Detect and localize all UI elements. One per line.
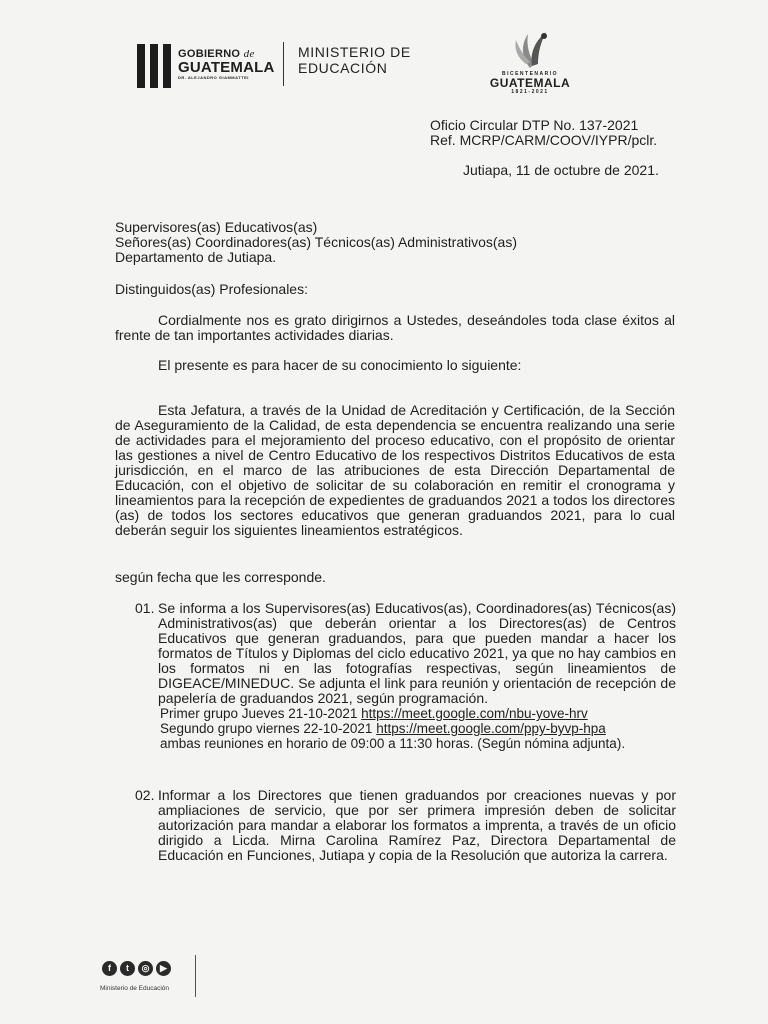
oficio-number: Oficio Circular DTP No. 137-2021: [430, 117, 639, 133]
footer-divider: [195, 955, 196, 997]
ministerio-title: [298, 44, 411, 76]
recipient-line: Supervisores(as) Educativos(as): [115, 219, 318, 235]
item-text: Informar a los Directores que tienen graduandos por creaciones nuevas y por ampliaciones de servicio, que por ser primera impresión deben de solicitar autorización para mandar a elaborar los formatos a imprenta, a través de un oficio dirigido a Licda. Mirna Carolina Ramírez Paz, Directora Departamental de Educación en Funciones, Jutiapa y copia de la Resolución que autoriza la carrera.: [158, 787, 676, 863]
item-text: Se informa a los Supervisores(as) Educativos(as), Coordinadores(as) Técnicos(as) Administrativos(as) que deberán orientar a los Directores(as) de Centros Educativos que generan graduandos, para que pueden mandar a hacer los formatos de Títulos y Diplomas del ciclo educativo 2021, ya que no hay cambios en los formatos ni en las fotografías respectivas, según lineamientos de DIGEACE/MINEDUC. Se adjunta el link para reunión y orientación de recepción de papelería de graduandos 2021, según programación.: [158, 600, 676, 706]
meeting-group1-label: Primer grupo Jueves 21-10-2021: [160, 706, 358, 721]
facebook-icon[interactable]: f: [102, 961, 117, 976]
quetzal-icon: [500, 28, 560, 70]
bicentenario-country: GUATEMALA: [489, 76, 571, 90]
instagram-icon[interactable]: ◎: [138, 961, 153, 976]
item-number: 01.: [135, 600, 155, 616]
ministerio-line2: EDUCACIÓN: [298, 60, 388, 76]
list-item: [135, 788, 676, 863]
meeting-line: [160, 706, 676, 721]
bicentenario-logo: [470, 28, 590, 106]
twitter-icon[interactable]: t: [120, 961, 135, 976]
recipient-line: Departamento de Jutiapa.: [115, 249, 277, 265]
paragraph-intro: El presente es para hacer de su conocimiento lo siguiente:: [158, 357, 522, 373]
paragraph-date-note: según fecha que les corresponde.: [115, 569, 326, 585]
meeting-line: [160, 721, 676, 736]
meeting-group1-link[interactable]: https://meet.google.com/nbu-yove-hrv: [361, 706, 588, 721]
header-divider: [283, 42, 284, 86]
recipient-line: Señores(as) Coordinadores(as) Técnicos(as) Administrativos(as): [115, 234, 518, 250]
gobierno-de: de: [243, 48, 255, 60]
meeting-group2-label: Segundo grupo viernes 22-10-2021: [160, 721, 373, 736]
bicentenario-years: 1821-2021: [511, 89, 549, 95]
list-item: [135, 601, 676, 751]
meeting-note: ambas reuniones en horario de 09:00 a 11:30 horas. (Según nómina adjunta).: [160, 736, 626, 751]
reference-code: Ref. MCRP/CARM/COOV/IYPR/pclr.: [430, 132, 658, 148]
letter-date: Jutiapa, 11 de octubre de 2021.: [463, 162, 659, 178]
social-icons: [102, 961, 171, 976]
reference-block: [430, 118, 657, 148]
youtube-icon[interactable]: ▶: [156, 961, 171, 976]
paragraph-main: Esta Jefatura, a través de la Unidad de Acreditación y Certificación, de la Sección de Aseguramiento de la Calidad, de esta dependencia se encuentra realizando una serie de actividades para el mejoramiento del proceso educativo, con el propósito de orientar las gestiones a nivel de Centro Educativo de los respectivos Distritos Educativos de esta jurisdicción, en el marco de las atribuciones de esta Dirección Departamental de Educación, con el objetivo de solicitar de su colaboración en remitir el cronograma y lineamientos para la recepción de expedientes de graduandos 2021 a todos los directores (as) de todos los sectores educativos que generan graduandos 2021, para lo cual deberán seguir los siguientes lineamientos estratégicos.: [115, 402, 675, 538]
item-number: 02.: [135, 787, 155, 803]
salutation: Distinguidos(as) Profesionales:: [115, 281, 308, 297]
ministerio-line1: MINISTERIO DE: [298, 44, 411, 60]
bicentenario-label: BICENTENARIO: [501, 71, 559, 77]
gobierno-logo-text: [178, 48, 275, 81]
paragraph-greeting: Cordialmente nos es grato dirigirnos a Ustedes, deseándoles toda clase éxitos al frente de tan importantes actividades diarias.: [115, 312, 675, 343]
gobierno-logo-icon: [137, 44, 171, 88]
gobierno-line2: GUATEMALA: [178, 59, 275, 76]
recipients-block: [115, 220, 675, 265]
gobierno-line3: DR. ALEJANDRO GIAMMATTEI: [178, 75, 249, 80]
footer-label: Ministerio de Educación: [100, 985, 170, 992]
gobierno-line1: GOBIERNO: [178, 48, 241, 60]
meeting-group2-link[interactable]: https://meet.google.com/ppy-byvp-hpa: [376, 721, 606, 736]
